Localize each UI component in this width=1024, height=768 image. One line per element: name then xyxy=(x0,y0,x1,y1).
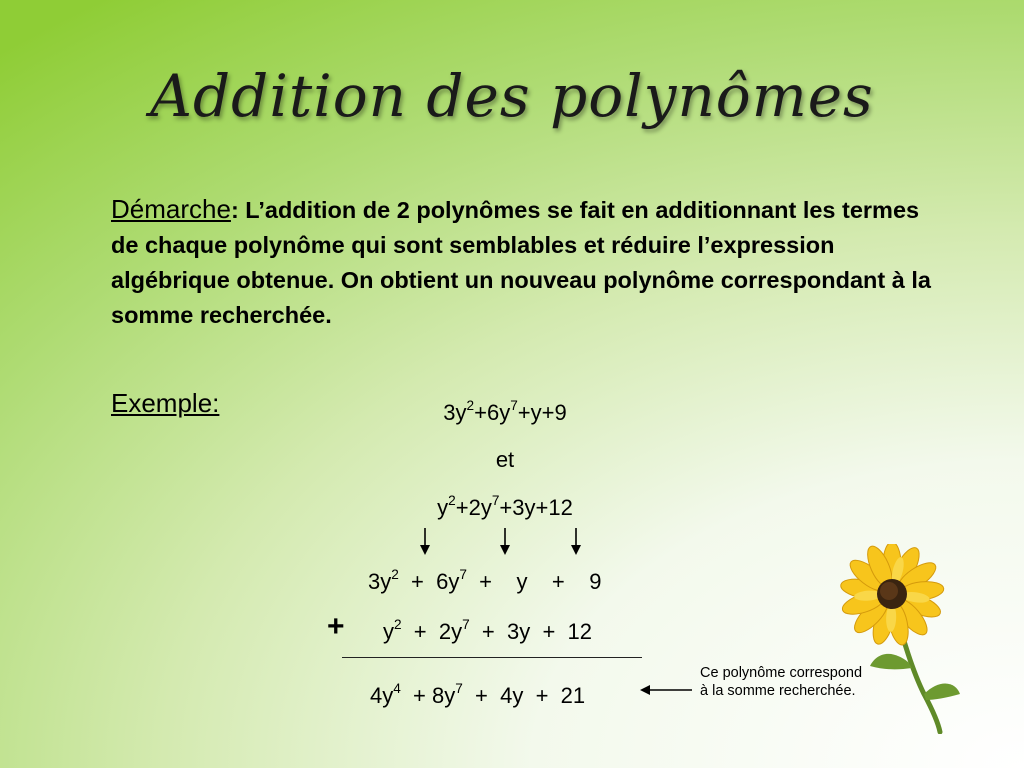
demarche-colon: : xyxy=(230,197,239,223)
down-arrow-icon xyxy=(418,528,432,556)
polynomial-1: $3y^2+6y^7+y+9$ xyxy=(443,397,567,425)
sum-row-1: $3y^2 + 6y^7$ + y + 9 xyxy=(368,566,602,594)
et-conjunction: et xyxy=(495,447,515,472)
sunflower-icon xyxy=(832,544,962,734)
demarche-text: L’addition de 2 polynômes se fait en additionnant les termes de chaque polynôme qui sont semblables et réduire l’expression algébrique obtenue. On obtient un nouveau polynôme correspondant à la somme recherchée. xyxy=(111,197,931,328)
down-arrow-icon xyxy=(569,528,583,556)
sum-divider-line xyxy=(342,657,642,658)
sum-row-2: $y^2 + 2y^7 + 3y + 12$ xyxy=(383,616,593,644)
plus-sign: + xyxy=(327,610,345,643)
demarche-paragraph xyxy=(111,192,941,333)
result-note: Ce polynôme correspond à la somme recherchée. xyxy=(700,665,863,699)
left-arrow-icon xyxy=(640,683,692,697)
sum-result-row: $4y^4 + 8y^7 + 4y + 21$ xyxy=(370,680,586,708)
slide-title: Addition des polynômes xyxy=(150,62,874,130)
demarche-label: Démarche xyxy=(111,194,231,224)
polynomial-2: $y^2+2y^7+3y+12$ xyxy=(437,492,573,520)
example-label: Exemple: xyxy=(111,388,220,418)
down-arrow-icon xyxy=(498,528,512,556)
